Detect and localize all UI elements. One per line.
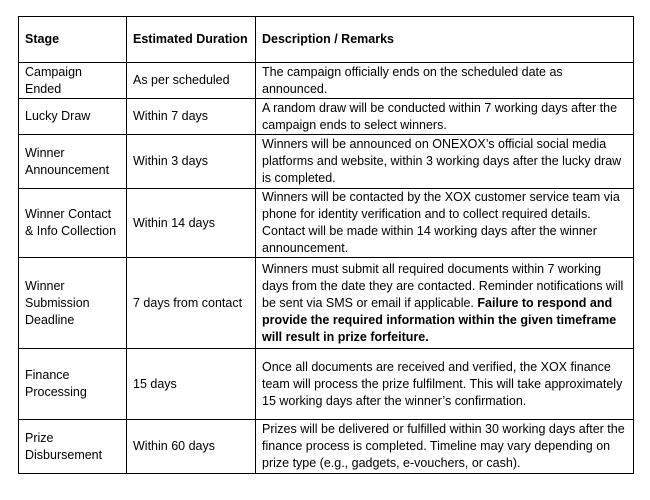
duration-cell: Within 60 days xyxy=(127,420,256,474)
stage-cell: Lucky Draw xyxy=(19,99,127,135)
stage-cell: Prize Disbursement xyxy=(19,420,127,474)
table-row xyxy=(19,135,634,189)
description-cell xyxy=(256,258,634,349)
duration-cell: As per scheduled xyxy=(127,63,256,99)
description-cell: Prizes will be delivered or fulfilled within 30 working days after the finance process is completed. Timeline may vary depending on prize type (e.g., gadgets, e-vouchers, or cash). xyxy=(256,420,634,474)
duration-cell: Within 7 days xyxy=(127,99,256,135)
stage-cell: Winner Submission Deadline xyxy=(19,258,127,349)
table-row xyxy=(19,420,634,474)
header-stage: Stage xyxy=(19,17,127,63)
timeline-table xyxy=(18,16,634,474)
stage-cell: Finance Processing xyxy=(19,349,127,420)
stage-cell: Winner Announcement xyxy=(19,135,127,189)
description-cell: The campaign officially ends on the scheduled date as announced. xyxy=(256,63,634,99)
stage-cell: Winner Contact & Info Collection xyxy=(19,189,127,258)
duration-cell: Within 14 days xyxy=(127,189,256,258)
duration-cell: 7 days from contact xyxy=(127,258,256,349)
table-row xyxy=(19,349,634,420)
stage-cell: Campaign Ended xyxy=(19,63,127,99)
description-cell: Winners will be contacted by the XOX customer service team via phone for identity verification and to collect required details. Contact will be made within 14 working days after the winner announcement. xyxy=(256,189,634,258)
table-row xyxy=(19,63,634,99)
description-cell: Winners will be announced on ONEXOX’s official social media platforms and website, within 3 working days after the lucky draw is completed. xyxy=(256,135,634,189)
table-row xyxy=(19,258,634,349)
duration-cell: 15 days xyxy=(127,349,256,420)
header-description: Description / Remarks xyxy=(256,17,634,63)
header-duration: Estimated Duration xyxy=(127,17,256,63)
description-cell: Once all documents are received and verified, the XOX finance team will process the prize fulfilment. This will take approximately 15 working days after the winner’s confirmation. xyxy=(256,349,634,420)
description-text: Winners must submit all required documents within 7 working days from the date they are contacted. Reminder notifications will be sent via SMS or email if applicable. xyxy=(262,261,624,310)
forfeiture-warning: Failure to respond and provide the required information within the given timeframe will result in prize forfeiture. xyxy=(262,295,617,344)
table-header-row xyxy=(19,17,634,63)
description-cell: A random draw will be conducted within 7 working days after the campaign ends to select winners. xyxy=(256,99,634,135)
duration-cell: Within 3 days xyxy=(127,135,256,189)
table-row xyxy=(19,189,634,258)
table-row xyxy=(19,99,634,135)
